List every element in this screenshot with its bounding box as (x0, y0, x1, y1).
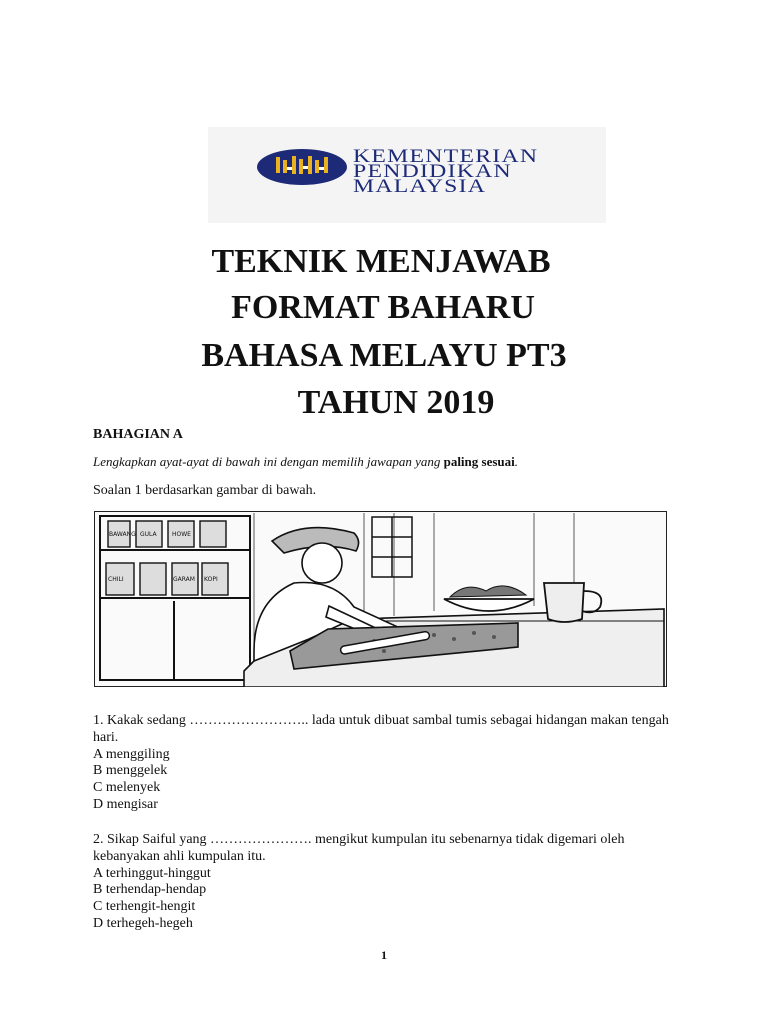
question-2-option-d: D terhegeh-hegeh (93, 915, 193, 931)
title-line-1: TEKNIK MENJAWAB (211, 243, 551, 280)
question-2-option-c: C terhengit-hengit (93, 899, 196, 915)
instruction-italic: Lengkapkan ayat-ayat di bawah ini dengan memilih jawapan yang (93, 454, 444, 469)
question-1-option-a: A menggiling (93, 746, 170, 762)
question-1-option-b: B menggelek (93, 763, 168, 779)
jar-label-garam: GARAM (173, 576, 195, 583)
ministry-emblem-icon (256, 147, 348, 187)
logo-line-3: MALAYSIA (353, 176, 487, 197)
question-1-option-c: C melenyek (93, 780, 161, 796)
page-number: 1 (381, 948, 387, 962)
question-2-option-a: A terhinggut-hinggut (93, 865, 211, 881)
question-2-text: 2. Sikap Saiful yang …………………. mengikut kumpulan itu sebenarnya tidak digemari oleh kebanyakan ahli kumpulan itu. (93, 832, 625, 864)
section-heading: BAHAGIAN A (93, 427, 183, 442)
ministry-logo (208, 127, 606, 223)
instruction (93, 454, 518, 470)
question-prompt: Soalan 1 berdasarkan gambar di bawah. (93, 483, 317, 498)
jar-label-howe: HOWE (172, 531, 191, 538)
jar-label-kopi: KOPI (204, 576, 218, 583)
logo-line-2: PENDIDIKAN (353, 161, 512, 182)
jar-label-gula: GULA (140, 531, 157, 538)
jar-label-bawang: BAWANG (109, 531, 136, 538)
instruction-end: . (514, 454, 519, 469)
logo-line-1: KEMENTERIAN (353, 146, 539, 167)
title-line-3: BAHASA MELAYU PT3 (201, 337, 567, 374)
title-line-2: FORMAT BAHARU (231, 289, 535, 326)
kitchen-illustration (94, 511, 667, 687)
question-1 (93, 713, 683, 814)
question-1-text: 1. Kakak sedang …………………….. lada untuk dibuat sambal tumis sebagai hidangan makan tengah hari. (93, 713, 669, 745)
question-1-option-d: D mengisar (93, 796, 158, 812)
jar-label-chili: CHILI (108, 576, 124, 583)
instruction-bold: paling sesuai (443, 454, 515, 469)
question-2 (93, 832, 683, 933)
title-line-4: TAHUN 2019 (297, 384, 495, 421)
question-2-option-b: B terhendap-hendap (93, 882, 207, 898)
logo-text (353, 146, 539, 197)
